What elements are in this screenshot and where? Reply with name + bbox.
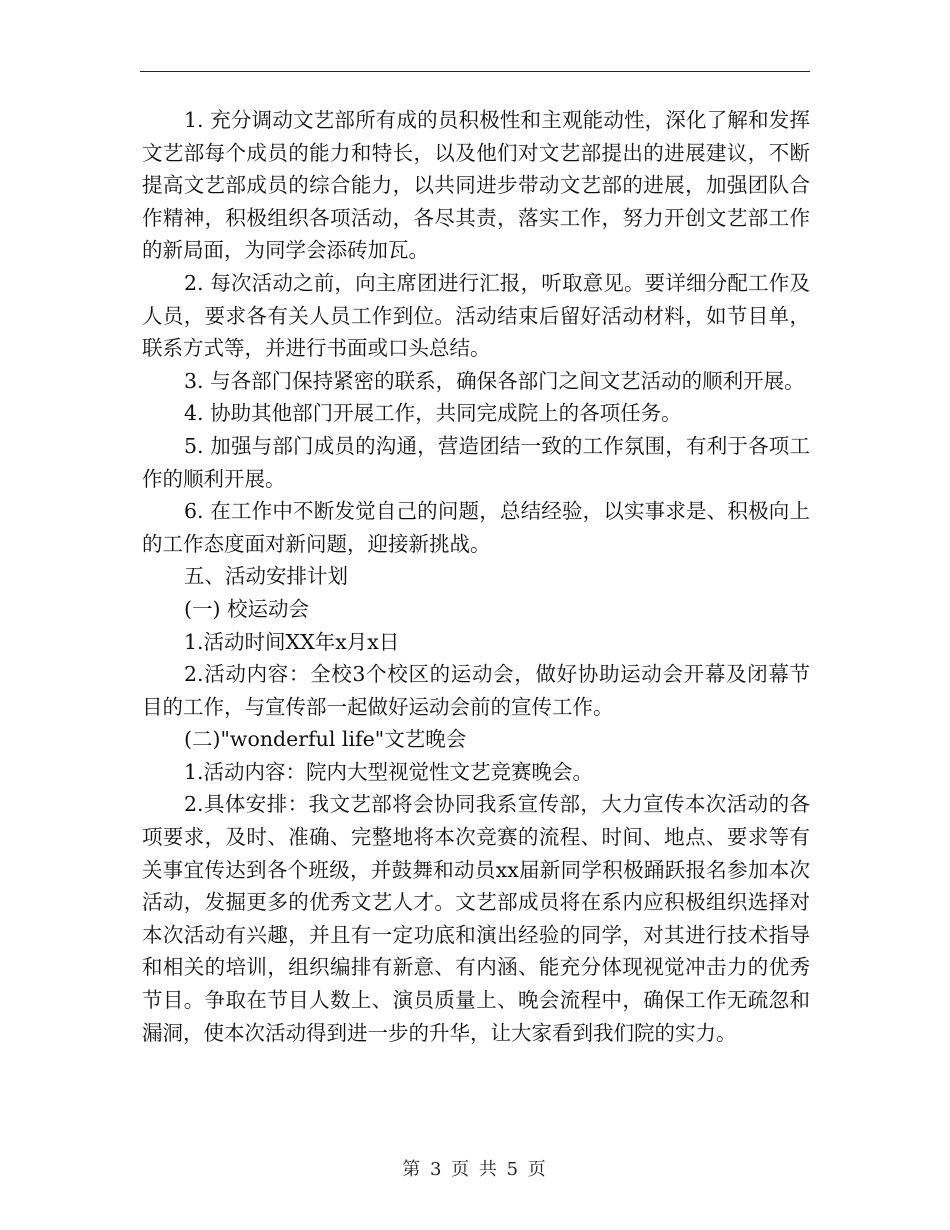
sports-meet-content: 2.活动内容：全校3个校区的运动会，做好协助运动会开幕及闭幕节目的工作，与宣传部一起做好运动会前的宣传工作。 — [142, 662, 810, 719]
paragraph-item-1: 1. 充分调动文艺部所有成的员积极性和主观能动性，深化了解和发挥文艺部每个成员的能力和特长，以及他们对文艺部提出的进展建议，不断提高文艺部成员的综合能力，以共同进步带动文艺部的进展，加强团队合作精神，积极组织各项活动，各尽其责，落实工作，努力开创文艺部工作的新局面，为同学会添砖加瓦。 — [142, 108, 810, 263]
paragraph-item-5: 5. 加强与部门成员的沟通，营造团结一致的工作氛围，有利于各项工作的顺利开展。 — [142, 433, 810, 491]
subsection-heading-sports-meet: (一) 校运动会 — [184, 596, 310, 621]
paragraph-item-6: 6. 在工作中不断发觉自己的问题，总结经验，以实事求是、积极向上的工作态度面对新问题，迎接新挑战。 — [142, 499, 810, 556]
page-number-footer: 第 3 页 共 5 页 — [402, 1159, 548, 1180]
header-rule — [140, 71, 810, 72]
gala-content: 1.活动内容：院内大型视觉性文艺竞赛晚会。 — [184, 759, 594, 784]
document-body — [142, 104, 810, 1049]
paragraph-item-2: 2. 每次活动之前，向主席团进行汇报，听取意见。要详细分配工作及人员，要求各有关人员工作到位。活动结束后留好活动材料，如节目单，联系方式等，并进行书面或口头总结。 — [142, 270, 810, 361]
paragraph-item-3: 3. 与各部门保持紧密的联系，确保各部门之间文艺活动的顺利开展。 — [184, 368, 805, 393]
gala-arrangement: 2.具体安排：我文艺部将会协同我系宣传部，大力宣传本次活动的各项要求，及时、准确、完整地将本次竞赛的流程、时间、地点、要求等有关事宜传达到各个班级，并鼓舞和动员xx届新同学积极踊跃报名参加本次活动，发掘更多的优秀文艺人才。文艺部成员将在系内应积极组织选择对本次活动有兴趣，并且有一定功底和演出经验的同学，对其进行技术指导和相关的培训，组织编排有新意、有内涵、能充分体现视觉冲击力的优秀节目。争取在节目人数上、演员质量上、晚会流程中，确保工作无疏忽和漏洞，使本次活动得到进一步的升华，让大家看到我们院的实力。 — [142, 792, 810, 1045]
subsection-heading-gala: (二)"wonderful life"文艺晚会 — [184, 727, 467, 752]
section-heading-activity-plan: 五、活动安排计划 — [184, 564, 348, 589]
sports-meet-time: 1.活动时间XX年x月x日 — [184, 629, 400, 654]
paragraph-item-4: 4. 协助其他部门开展工作，共同完成院上的各项任务。 — [184, 401, 682, 426]
